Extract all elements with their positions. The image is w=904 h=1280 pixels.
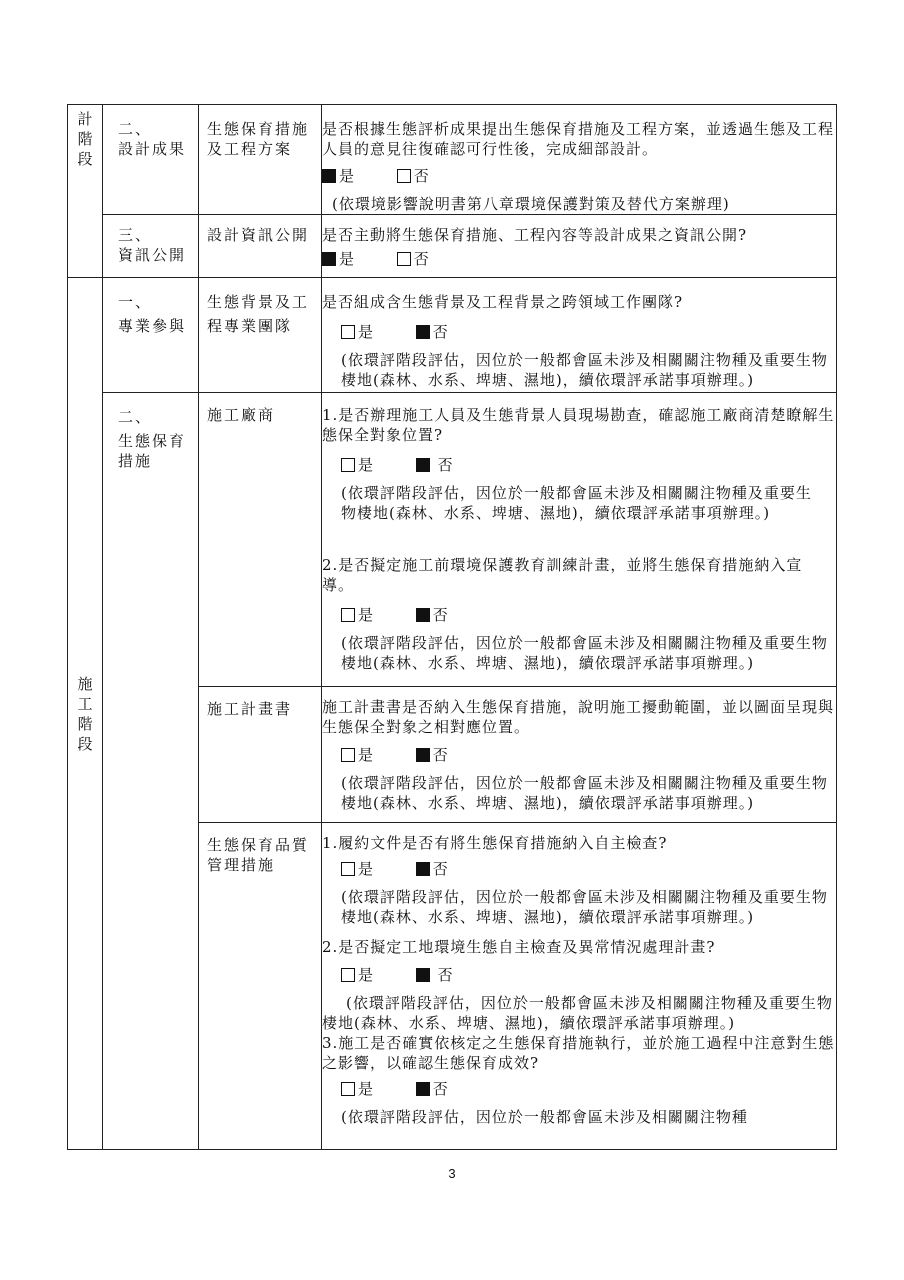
no-option[interactable]: 否 xyxy=(416,1079,448,1099)
yes-option[interactable]: 是 xyxy=(322,249,354,269)
checkbox-empty-icon xyxy=(341,748,355,762)
question-text: 1.是否辦理施工人員及生態背景人員現場勘查，確認施工廠商清楚瞭解生態保全對象位置? xyxy=(322,406,835,444)
stage-cell xyxy=(103,393,199,1150)
yes-option[interactable]: 是 xyxy=(341,965,373,985)
phase-label: 計階段 xyxy=(77,110,93,168)
checkbox-checked-icon xyxy=(416,748,430,762)
stage-name: 生態保育措施 xyxy=(118,432,187,470)
question-text: 2.是否擬定施工前環境保護教育訓練計畫，並將生態保育措施納入宣導。 xyxy=(322,556,803,594)
item-cell xyxy=(199,278,322,393)
stage-name: 專業參與 xyxy=(118,317,187,335)
checkbox-checked-icon xyxy=(322,169,336,183)
stage-cell xyxy=(103,105,199,215)
yes-no-options xyxy=(341,965,836,987)
stage-number: 一、 xyxy=(118,293,153,311)
item-label: 生態保育品質管理措施 xyxy=(207,836,310,874)
checkbox-empty-icon xyxy=(341,458,355,472)
content-cell xyxy=(322,105,837,215)
checkbox-checked-icon xyxy=(416,968,430,982)
yes-option[interactable]: 是 xyxy=(341,1079,373,1099)
note-text: (依環境影響說明書第八章環境保護對策及替代方案辦理) xyxy=(332,195,730,213)
no-option[interactable]: 否 xyxy=(397,166,429,186)
checkbox-empty-icon xyxy=(341,862,355,876)
content-cell xyxy=(322,687,837,823)
table-row xyxy=(68,215,837,278)
item-cell xyxy=(199,823,322,1150)
item-cell xyxy=(199,215,322,278)
yes-option[interactable]: 是 xyxy=(322,166,354,186)
checkbox-checked-icon xyxy=(416,862,430,876)
no-option[interactable]: 否 xyxy=(416,965,453,985)
checkbox-checked-icon xyxy=(416,608,430,622)
no-option[interactable]: 否 xyxy=(416,859,448,879)
checkbox-checked-icon xyxy=(322,252,336,266)
note-text: (依環評階段評估，因位於一般都會區未涉及相關關注物種及重要生物棲地(森林、水系、埤塘、濕地)，續依環評承諾事項辦理。) xyxy=(341,351,828,389)
note-text: (依環評階段評估，因位於一般都會區未涉及相關關注物種及重要生物棲地(森林、水系、埤塘、濕地)，續依環評承諾事項辦理。) xyxy=(341,774,828,812)
checkbox-empty-icon xyxy=(397,169,411,183)
item-label: 施工計畫書 xyxy=(207,700,293,718)
note-text: (依環評階段評估，因位於一般都會區未涉及相關關注物種 xyxy=(341,1108,748,1126)
yes-no-options xyxy=(341,605,836,627)
stage-name: 設計成果 xyxy=(118,140,187,158)
content-cell xyxy=(322,215,837,278)
item-label: 施工廠商 xyxy=(207,406,276,424)
yes-no-options xyxy=(341,1079,836,1101)
no-option[interactable]: 否 xyxy=(416,605,448,625)
question-text: 3.施工是否確實依核定之生態保育措施執行，並於施工過程中注意對生態之影響，以確認生態保育成效? xyxy=(322,1034,835,1072)
item-cell xyxy=(199,393,322,687)
ecological-checklist-table xyxy=(67,104,837,1150)
page-number: 3 xyxy=(448,1166,456,1181)
no-option[interactable]: 否 xyxy=(416,455,453,475)
question-text: 2.是否擬定工地環境生態自主檢查及異常情況處理計畫? xyxy=(322,938,716,956)
table-row xyxy=(68,278,837,393)
table-row xyxy=(68,105,837,215)
note-text: (依環評階段評估，因位於一般都會區未涉及相關關注物種及重要生物棲地(森林、水系、埤塘、濕地)，續依環評承諾事項辦理。) xyxy=(322,994,833,1032)
checkbox-checked-icon xyxy=(416,1082,430,1096)
question-text: 1.履約文件是否有將生態保育措施納入自主檢查? xyxy=(322,834,668,852)
question-text: 是否組成含生態背景及工程背景之跨領域工作團隊? xyxy=(322,293,684,311)
no-option[interactable]: 否 xyxy=(416,745,448,765)
checkbox-checked-icon xyxy=(416,458,430,472)
yes-option[interactable]: 是 xyxy=(341,605,373,625)
question-text: 是否根據生態評析成果提出生態保育措施及工程方案，並透過生態及工程人員的意見往復確認可行性後，完成細部設計。 xyxy=(322,120,835,158)
yes-option[interactable]: 是 xyxy=(341,322,373,342)
stage-number: 二、 xyxy=(118,120,153,138)
question-text: 施工計畫書是否納入生態保育措施，說明施工擾動範圍，並以圖面呈現與生態保全對象之相對應位置。 xyxy=(322,698,835,736)
checkbox-empty-icon xyxy=(341,608,355,622)
content-cell xyxy=(322,278,837,393)
checkbox-empty-icon xyxy=(341,325,355,339)
stage-cell xyxy=(103,278,199,393)
content-cell xyxy=(322,823,837,1150)
note-text: (依環評階段評估，因位於一般都會區未涉及相關關注物種及重要生物棲地(森林、水系、埤塘、濕地)，續依環評承諾事項辦理。) xyxy=(341,634,828,672)
yes-no-options xyxy=(341,745,836,767)
stage-number: 三、 xyxy=(118,226,153,244)
yes-no-options xyxy=(341,322,836,344)
no-option[interactable]: 否 xyxy=(416,322,448,342)
yes-no-options xyxy=(322,249,836,271)
yes-no-options xyxy=(341,455,836,477)
item-cell xyxy=(199,687,322,823)
stage-name: 資訊公開 xyxy=(118,246,187,264)
yes-option[interactable]: 是 xyxy=(341,745,373,765)
note-text: (依環評階段評估，因位於一般都會區未涉及相關關注物種及重要生物棲地(森林、水系、埤塘、濕地)，續依環評承諾事項辦理。) xyxy=(341,484,812,522)
phase-cell-construction xyxy=(68,278,103,1150)
item-label: 設計資訊公開 xyxy=(207,226,310,244)
item-label: 生態背景及工程專業團隊 xyxy=(207,293,310,335)
yes-no-options xyxy=(341,859,836,881)
note-text: (依環評階段評估，因位於一般都會區未涉及相關關注物種及重要生物棲地(森林、水系、埤塘、濕地)，續依環評承諾事項辦理。) xyxy=(341,888,828,926)
checkbox-empty-icon xyxy=(341,1082,355,1096)
checkbox-empty-icon xyxy=(397,252,411,266)
yes-option[interactable]: 是 xyxy=(341,455,373,475)
yes-option[interactable]: 是 xyxy=(341,859,373,879)
table-row xyxy=(68,393,837,687)
item-cell xyxy=(199,105,322,215)
content-cell xyxy=(322,393,837,687)
checkbox-checked-icon xyxy=(416,325,430,339)
no-option[interactable]: 否 xyxy=(397,249,429,269)
phase-label: 施工階段 xyxy=(77,674,93,753)
yes-no-options xyxy=(322,166,836,188)
question-text: 是否主動將生態保育措施、工程內容等設計成果之資訊公開? xyxy=(322,226,748,244)
item-label: 生態保育措施及工程方案 xyxy=(207,120,310,158)
phase-cell-design xyxy=(68,105,103,278)
checkbox-empty-icon xyxy=(341,968,355,982)
stage-number: 二、 xyxy=(118,408,153,426)
stage-cell xyxy=(103,215,199,278)
